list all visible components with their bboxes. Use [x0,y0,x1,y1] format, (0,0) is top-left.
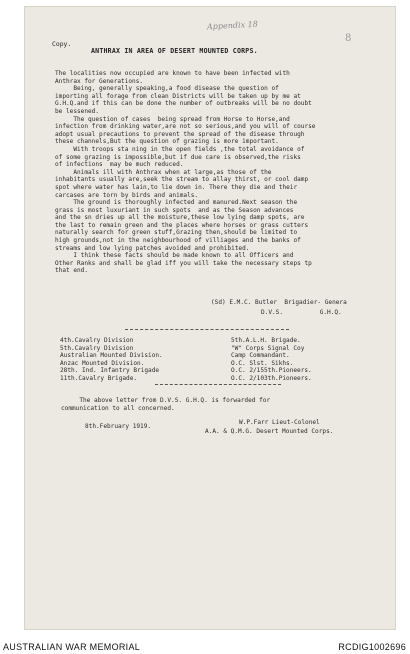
document-page [24,6,396,630]
copy-label: Copy. [52,40,72,48]
archive-footer [0,632,410,654]
signature-title: D.V.S. G.H.Q. [261,309,342,316]
letter-body: The localities now occupied are known to have been infected with Anthrax for Generations. Being, generally speaking,a food disease the question of importing all forage from clean Districts will be taken up by me at G.H.Q.and if this can be done the number of outbreaks will be no doubt be lessened. The question of cases being spread from Horse to Horse,and infection from drinking water,are not so serious,and you will of course adopt usual precautions to prevent the spread of the disease through these channels,But the question of grazing is more important. With troops sta ning in the open fields ,the total avoidance of of some grazing is impossible,but if due care is observed,the risks of infections may be much reduced. Animals ill with Anthrax when at large,as those of the inhabitants usually are,seek the stream to allay thirst, or cool damp spot where water has lain,to lie down in. There they die and their carcases are torn by birds and animals. The ground is thoroughly infected and manured.Next season the grass is most luxuriant in such spots and as the Season advances and the sn dries up all the moisture,these low lying damp spots, are the last to remain green and the places where horses or grass cutters naturally search for green stuff,Grazing then,should be limited to high grounds,not in the neighbourhood of villiages and the banks of streams and low lying patches avoided and prohibited. I think these facts should be made known to all Officers and Other Ranks and shall be glad iff you will take the necessary steps tp that end. [55,70,316,275]
archive-reference: RCDIG1002696 [338,642,406,652]
distribution-list-left: 4th.Cavalry Division 5th.Cavalry Division Australian Mounted Division. Anzac Mounted Division. 28th. Ind. Infantry Brigade 11th.Cavalry Brigade. [60,337,163,382]
archive-name: AUSTRALIAN WAR MEMORIAL [3,642,141,652]
divider-top [125,329,289,330]
document-title: ANTHRAX IN AREA OF DESERT MOUNTED CORPS. [91,47,258,55]
closing-signature-name: W.P.Farr Lieut-Colonel [239,419,320,426]
distribution-list-right: 5th.A.L.H. Brigade. "W" Corps Signal Coy Camp Commandant. O.C. Slst. Sikhs. O.C. 2/155th.Pioneers. O.C. 2/103th.Pioneers. [231,337,312,382]
handwritten-annotation: Appendix 18 [206,19,259,32]
closing-signature-title: A.A. & Q.M.G. Desert Mounted Corps. [205,428,334,435]
page-number: 8 [345,33,352,44]
forwarding-note: The above letter from D.V.S. G.H.Q. is forwarded for communication to all concerned. [61,397,271,412]
divider-bottom [155,384,281,385]
document-date: 8th.February 1919. [85,423,152,430]
signature-name: (Sd) E.M.C. Butler Brigadier- Genera [211,299,347,306]
